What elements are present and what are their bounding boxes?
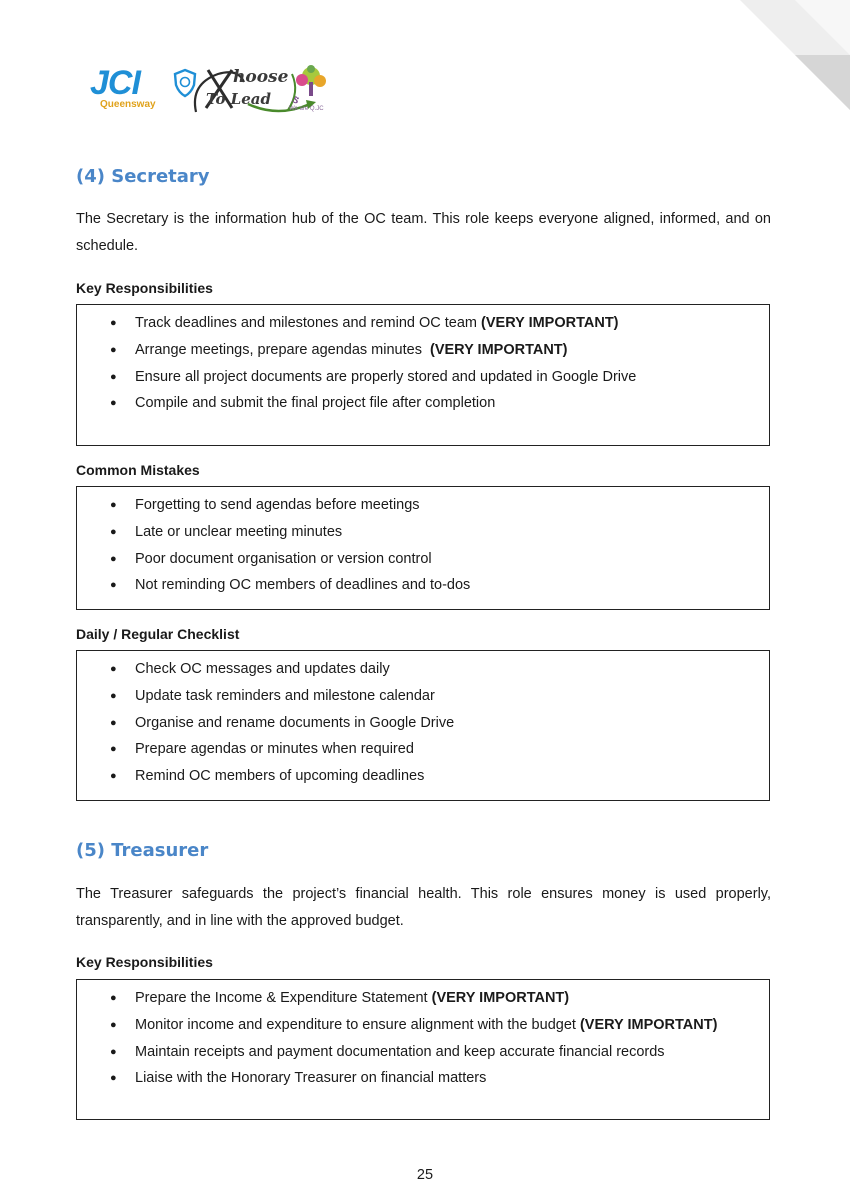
treasurer-intro: The Treasurer safeguards the project’s financial health. This role ensures money is used properly, transparently, and in line with the approved budget. bbox=[76, 886, 771, 929]
list-item: ● Compile and submit the final project file after completion bbox=[77, 390, 769, 417]
list-item: ● Check OC messages and updates daily bbox=[77, 656, 769, 683]
secretary-daily-checklist-box bbox=[76, 650, 770, 801]
list-item: ● Update task reminders and milestone calendar bbox=[77, 683, 769, 710]
treasurer-key-responsibilities-box bbox=[76, 979, 770, 1120]
tree-logo-caption: We are Q.JC bbox=[289, 106, 324, 112]
list-item: ● Liaise with the Honorary Treasurer on financial matters bbox=[77, 1065, 769, 1092]
treasurer-key-responsibilities-label: Key Responsibilities bbox=[76, 954, 213, 970]
list-item: ● Late or unclear meeting minutes bbox=[77, 519, 769, 546]
jci-logo-subtitle: Queensway bbox=[100, 99, 156, 110]
list-item: ● Ensure all project documents are properly stored and updated in Google Drive bbox=[77, 364, 769, 391]
campaign-logo-line1: hoose bbox=[233, 67, 289, 87]
secretary-common-mistakes-box bbox=[76, 486, 770, 610]
bullet-list bbox=[77, 492, 769, 599]
secretary-intro: The Secretary is the information hub of the OC team. This role keeps everyone aligned, informed, and on schedule. bbox=[76, 211, 771, 254]
bullet-list bbox=[77, 656, 769, 790]
list-item: ● Poor document organisation or version control bbox=[77, 546, 769, 573]
list-item: ● Monitor income and expenditure to ensure alignment with the budget (VERY IMPORTANT) bbox=[77, 1012, 769, 1039]
campaign-logo-line2: To Lead bbox=[206, 90, 271, 108]
list-item: ● Remind OC members of upcoming deadlines bbox=[77, 763, 769, 790]
jci-logo: JCI bbox=[90, 64, 140, 102]
secretary-key-responsibilities-label: Key Responsibilities bbox=[76, 280, 213, 296]
list-item: ● Prepare the Income & Expenditure Statement (VERY IMPORTANT) bbox=[77, 985, 769, 1012]
tree-logo-icon bbox=[288, 64, 334, 106]
bullet-list bbox=[77, 985, 769, 1092]
list-item: ● Prepare agendas or minutes when required bbox=[77, 736, 769, 763]
bullet-list bbox=[77, 310, 769, 417]
page-corner-decoration bbox=[740, 0, 850, 110]
section-title-treasurer: (5) Treasurer bbox=[76, 840, 209, 861]
list-item: ● Arrange meetings, prepare agendas minutes (VERY IMPORTANT) bbox=[77, 337, 769, 364]
page-number: 25 bbox=[416, 1167, 434, 1183]
list-item: ● Track deadlines and milestones and remind OC team (VERY IMPORTANT) bbox=[77, 310, 769, 337]
secretary-daily-checklist-label: Daily / Regular Checklist bbox=[76, 626, 240, 642]
list-item: ● Forgetting to send agendas before meetings bbox=[77, 492, 769, 519]
list-item: ● Not reminding OC members of deadlines and to-dos bbox=[77, 572, 769, 599]
list-item: ● Organise and rename documents in Google Drive bbox=[77, 710, 769, 737]
secretary-common-mistakes-label: Common Mistakes bbox=[76, 462, 200, 478]
list-item: ● Maintain receipts and payment documentation and keep accurate financial records bbox=[77, 1039, 769, 1066]
section-title-secretary: (4) Secretary bbox=[76, 166, 210, 187]
secretary-key-responsibilities-box bbox=[76, 304, 770, 446]
svg-text:ઙ: ઙ bbox=[292, 93, 300, 106]
header-logos bbox=[90, 64, 340, 116]
